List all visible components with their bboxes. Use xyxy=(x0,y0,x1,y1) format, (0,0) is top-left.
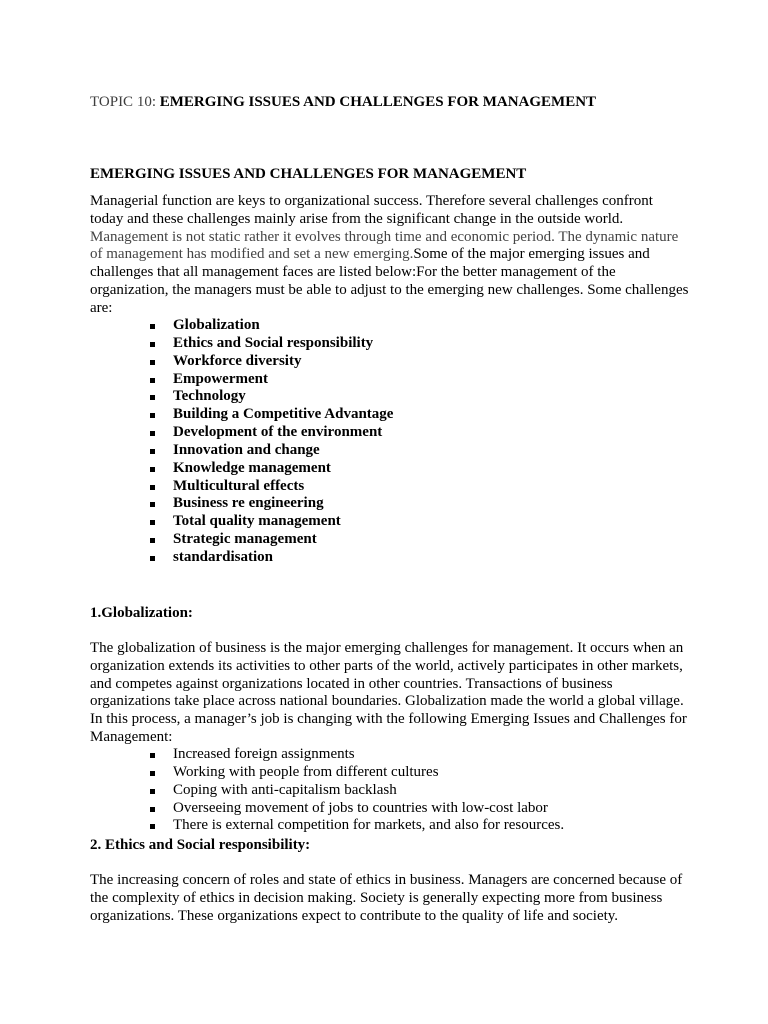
bullet-icon xyxy=(150,789,155,794)
bullet-icon xyxy=(150,395,155,400)
bullet-icon xyxy=(150,824,155,829)
list-item: Overseeing movement of jobs to countries with low-cost labor xyxy=(147,800,564,818)
list-item: Multicultural effects xyxy=(147,478,393,496)
globalization-points xyxy=(147,746,564,835)
intro-text-1: Managerial function are keys to organizational success. Therefore several challenges confront today and these challenges mainly arise from the significant change in the outside world. xyxy=(90,193,653,227)
topic-title: TOPIC 10: EMERGING ISSUES AND CHALLENGES FOR MANAGEMENT xyxy=(90,94,597,110)
bullet-icon xyxy=(150,378,155,383)
list-item: Ethics and Social responsibility xyxy=(147,335,393,353)
bullet-icon xyxy=(150,502,155,507)
list-item: Strategic management xyxy=(147,531,393,549)
intro-text-3: Some of the major emerging issues and challenges that all management faces are listed below:For the better management of the organization, the managers must be able to adjust to the emerging new challenges. Some challenges are: xyxy=(90,246,689,316)
bullet-icon xyxy=(150,538,155,543)
bullet-icon xyxy=(150,520,155,525)
bullet-icon xyxy=(150,771,155,776)
bullet-icon xyxy=(150,449,155,454)
list-item: Knowledge management xyxy=(147,460,393,478)
topic-heading: EMERGING ISSUES AND CHALLENGES FOR MANAGEMENT xyxy=(159,94,597,110)
bullet-icon xyxy=(150,467,155,472)
bullet-icon xyxy=(150,342,155,347)
ethics-paragraph: The increasing concern of roles and state of ethics in business. Managers are concerned because of the complexity of ethics in decision making. Society is generally expecting more from business organizations. These organizations expect to contribute to the quality of life and society. xyxy=(90,872,683,924)
list-item: Total quality management xyxy=(147,513,393,531)
list-item: Workforce diversity xyxy=(147,353,393,371)
bullet-icon xyxy=(150,753,155,758)
list-item: Building a Competitive Advantage xyxy=(147,406,393,424)
challenges-list xyxy=(147,317,393,567)
list-item: Globalization xyxy=(147,317,393,335)
list-item: Innovation and change xyxy=(147,442,393,460)
list-item: Development of the environment xyxy=(147,424,393,442)
topic-number: TOPIC 10 xyxy=(90,94,152,110)
list-item: Business re engineering xyxy=(147,495,393,513)
section-heading: EMERGING ISSUES AND CHALLENGES FOR MANAGEMENT xyxy=(90,166,527,182)
bullet-icon xyxy=(150,431,155,436)
bullet-icon xyxy=(150,556,155,561)
list-item: There is external competition for markets, and also for resources. xyxy=(147,817,564,835)
bullet-icon xyxy=(150,807,155,812)
bullet-icon xyxy=(150,413,155,418)
list-item: Increased foreign assignments xyxy=(147,746,564,764)
globalization-paragraph: The globalization of business is the major emerging challenges for management. It occurs when an organization extends its activities to other parts of the world, actively participates in other markets, and competes against organizations located in other countries. Transactions of business organizations take place across national boundaries. Globalization made the world a global village. In this process, a manager’s job is changing with the following Emerging Issues and Challenges for Management: xyxy=(90,640,687,745)
list-item: standardisation xyxy=(147,549,393,567)
list-item: Coping with anti-capitalism backlash xyxy=(147,782,564,800)
list-item: Technology xyxy=(147,388,393,406)
intro-paragraph xyxy=(90,193,690,318)
bullet-icon xyxy=(150,485,155,490)
ethics-heading: 2. Ethics and Social responsibility: xyxy=(90,837,311,853)
bullet-icon xyxy=(150,360,155,365)
bullet-icon xyxy=(150,324,155,329)
globalization-heading: 1.Globalization: xyxy=(90,605,193,621)
list-item: Working with people from different cultures xyxy=(147,764,564,782)
intro-text-2: Management is not static rather it evolves through time and economic period. The dynamic nature of management has modified and set a new emerging. xyxy=(90,228,679,263)
list-item: Empowerment xyxy=(147,371,393,389)
